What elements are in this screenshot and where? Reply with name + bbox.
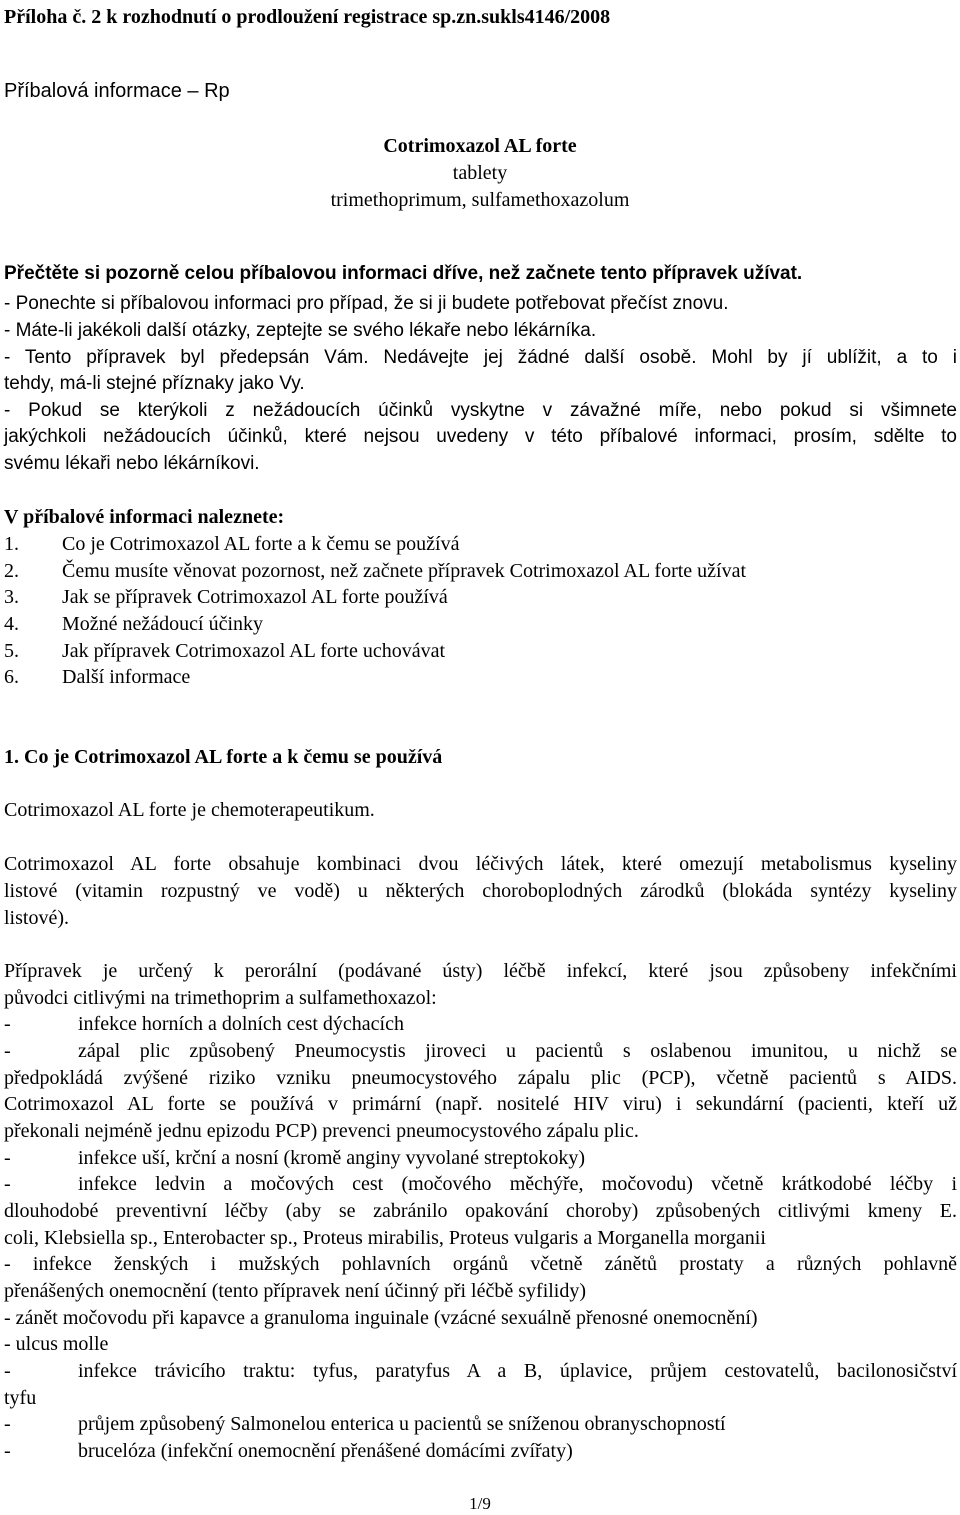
indication-text: brucelóza (infekční onemocnění přenášené domácími zvířaty) bbox=[78, 1440, 573, 1462]
section-1-paragraph-line: listové). bbox=[4, 907, 69, 929]
indication-line: dlouhodobé preventivní léčby (aby se zabránilo opakování choroby) způsobených citlivými kmeny E. bbox=[4, 1200, 957, 1222]
indication-line: coli, Klebsiella sp., Enterobacter sp., Proteus mirabilis, Proteus vulgaris a Morganella morganii bbox=[4, 1227, 766, 1249]
toc-item bbox=[4, 560, 746, 583]
toc-item-number: 1. bbox=[4, 533, 19, 555]
toc-item bbox=[4, 640, 445, 663]
toc-item bbox=[4, 586, 448, 609]
indication-bullet bbox=[4, 1147, 585, 1170]
page-number: 1/9 bbox=[469, 1494, 491, 1513]
intro-heading: Přečtěte si pozorně celou příbalovou informaci dříve, než začnete tento přípravek užívat. bbox=[4, 263, 803, 284]
product-substances: trimethoprimum, sulfamethoxazolum bbox=[330, 189, 630, 211]
intro-line: - Ponechte si příbalovou informaci pro případ, že si ji budete potřebovat přečíst znovu. bbox=[4, 293, 729, 314]
toc-item bbox=[4, 666, 190, 689]
toc-item bbox=[4, 533, 459, 556]
section-1-paragraph-line: listové (vitamin rozpustný ve vodě) u některých choroboplodných zárodků (blokáda syntézy kyseliny bbox=[4, 880, 957, 902]
toc-item-text: Další informace bbox=[62, 666, 191, 688]
product-name: Cotrimoxazol AL forte bbox=[383, 135, 577, 157]
toc-item-number: 2. bbox=[4, 560, 19, 582]
toc-item-text: Jak se přípravek Cotrimoxazol AL forte používá bbox=[62, 586, 448, 608]
indication-bullet bbox=[4, 1013, 404, 1036]
dash-marker: - bbox=[4, 1440, 11, 1462]
indication-line: tyfu bbox=[4, 1387, 37, 1409]
indication-line: Cotrimoxazol AL forte se používá v primární (např. nositelé HIV viru) i sekundární (pacienti, kteří už bbox=[4, 1093, 957, 1115]
toc-item-text: Jak přípravek Cotrimoxazol AL forte uchovávat bbox=[62, 640, 446, 662]
section-1-heading: 1. Co je Cotrimoxazol AL forte a k čemu se používá bbox=[4, 746, 443, 768]
indication-line: překonali nejméně jednu epizodu PCP) prevenci pneumocystového zápalu plic. bbox=[4, 1120, 639, 1142]
indication-line: - zánět močovodu při kapavce a granuloma inguinale (vzácné sexuálně přenosné onemocnění) bbox=[4, 1307, 758, 1329]
dash-marker: - bbox=[4, 1013, 11, 1035]
indication-text: průjem způsobený Salmonelou enterica u pacientů se sníženou obranyschopností bbox=[78, 1413, 726, 1435]
intro-line: - Tento přípravek byl předepsán Vám. Nedávejte jej žádné další osobě. Mohl by jí ublížit, a to i bbox=[4, 347, 957, 368]
indication-bullet bbox=[4, 1440, 573, 1463]
section-1-paragraph: Cotrimoxazol AL forte je chemoterapeutikum. bbox=[4, 799, 375, 821]
intro-line: jakýchkoli nežádoucích účinků, které nejsou uvedeny v této příbalové informaci, prosím, sdělte to bbox=[4, 426, 957, 447]
toc-item-number: 4. bbox=[4, 613, 19, 635]
intro-line: svému lékaři nebo lékárníkovi. bbox=[4, 453, 260, 474]
indication-line: původci citlivými na trimethoprim a sulfamethoxazol: bbox=[4, 987, 437, 1009]
product-title-block bbox=[0, 133, 960, 214]
toc-item-text: Co je Cotrimoxazol AL forte a k čemu se používá bbox=[62, 533, 460, 555]
indication-line: - ulcus molle bbox=[4, 1333, 109, 1355]
indication-line: předpokládá zvýšené riziko vzniku pneumocystového zápalu plic (PCP), včetně pacientů s AIDS. bbox=[4, 1067, 957, 1089]
toc-heading: V příbalové informaci naleznete: bbox=[4, 506, 285, 528]
indication-text: infekce horních a dolních cest dýchacích bbox=[78, 1013, 404, 1035]
intro-line: - Máte-li jakékoli další otázky, zeptejte se svého lékaře nebo lékárníka. bbox=[4, 320, 597, 341]
toc-item-text: Čemu musíte věnovat pozornost, než začnete přípravek Cotrimoxazol AL forte užívat bbox=[62, 560, 747, 582]
indication-text: infekce ledvin a močových cest (močového měchýře, močovodu) včetně krátkodobé léčby i bbox=[78, 1173, 957, 1195]
intro-line: tehdy, má-li stejné příznaky jako Vy. bbox=[4, 373, 305, 394]
toc-item-number: 3. bbox=[4, 586, 19, 608]
indication-line: přenášených onemocnění (tento přípravek není účinný při léčbě syfilidy) bbox=[4, 1280, 587, 1302]
product-form: tablety bbox=[452, 162, 508, 184]
section-1-paragraph-line: Cotrimoxazol AL forte obsahuje kombinaci dvou léčivých látek, které omezují metabolismus kyseliny bbox=[4, 853, 957, 875]
indication-bullet bbox=[4, 1173, 957, 1196]
toc-item-number: 6. bbox=[4, 666, 19, 688]
intro-line: - Pokud se kterýkoli z nežádoucích účinků vyskytne v závažné míře, nebo pokud si všimnete bbox=[4, 400, 957, 421]
indication-line: - infekce ženských i mužských pohlavních orgánů včetně zánětů prostaty a různých pohlavně bbox=[4, 1253, 957, 1275]
toc-item-number: 5. bbox=[4, 640, 19, 662]
dash-marker: - bbox=[4, 1360, 11, 1382]
leaflet-type: Příbalová informace – Rp bbox=[4, 80, 230, 102]
indication-bullet bbox=[4, 1040, 957, 1063]
indication-bullet bbox=[4, 1413, 726, 1436]
indication-text: infekce uší, krční a nosní (kromě anginy vyvolané streptokoky) bbox=[78, 1147, 586, 1169]
dash-marker: - bbox=[4, 1040, 11, 1062]
toc-item bbox=[4, 613, 263, 636]
dash-marker: - bbox=[4, 1173, 11, 1195]
document-header: Příloha č. 2 k rozhodnutí o prodloužení registrace sp.zn.sukls4146/2008 bbox=[4, 6, 611, 28]
toc-item-text: Možné nežádoucí účinky bbox=[62, 613, 264, 635]
dash-marker: - bbox=[4, 1413, 11, 1435]
indication-text: infekce trávicího traktu: tyfus, paratyfus A a B, úplavice, průjem cestovatelů, bacilonosičství bbox=[78, 1360, 957, 1382]
dash-marker: - bbox=[4, 1147, 11, 1169]
indication-text: zápal plic způsobený Pneumocystis jiroveci u pacientů s oslabenou imunitou, u nichž se bbox=[78, 1040, 957, 1062]
indication-line: Přípravek je určený k perorální (podávané ústy) léčbě infekcí, které jsou způsobeny infekčními bbox=[4, 960, 957, 982]
indication-bullet bbox=[4, 1360, 957, 1383]
